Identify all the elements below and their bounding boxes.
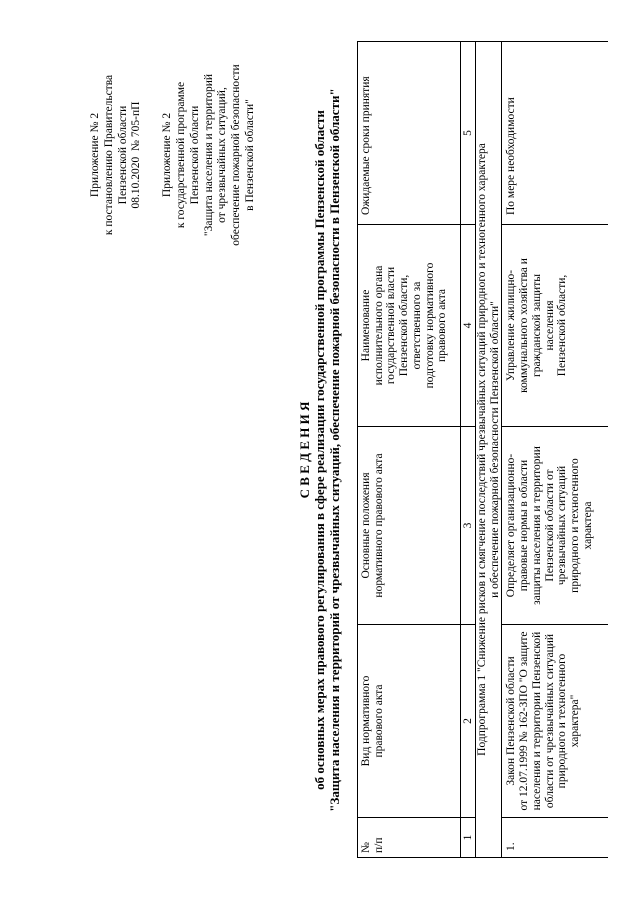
header-num: № п/п: [358, 818, 461, 858]
row-deadline: По мере необходимости: [502, 42, 608, 225]
subprogram-row: [476, 42, 502, 858]
header-provisions: Основные положения нормативного правового акта: [358, 427, 461, 625]
subprogram-title: Подпрограмма 1 "Снижение рисков и смягчение последствий чрезвычайных ситуаций природного и техногенного характера и обеспечение пожарной безопасности Пензенской области": [476, 42, 502, 858]
table-row: [502, 42, 608, 858]
appendix-note: [89, 35, 258, 275]
header-responsible: Наименование исполнительного органа государственной власти Пензенской области, ответственного за подготовку нормативного правового акта: [358, 225, 461, 427]
column-number: 1: [461, 818, 476, 858]
table-header-row: [358, 42, 461, 858]
row-responsible: Управление жилищно- коммунального хозяйства и гражданской защиты населения Пензенской области,: [502, 225, 608, 427]
column-number: 4: [461, 225, 476, 427]
header-act-type: Вид нормативного правового акта: [358, 625, 461, 818]
header-deadline: Ожидаемые сроки принятия: [358, 42, 461, 225]
column-number-row: [461, 42, 476, 858]
title-program-name: "Защита населения и территорий от чрезвычайных ситуаций, обеспечение пожарной безопасности в Пензенской области": [327, 88, 342, 812]
program-appendix-note: Приложение № 2 к государственной программе Пензенской области "Защита населения и территорий от чрезвычайных ситуаций, обеспечение пожарной безопасности в Пензенской области": [161, 64, 256, 246]
column-number: 3: [461, 427, 476, 625]
column-number: 2: [461, 625, 476, 818]
column-number: 5: [461, 42, 476, 225]
title-heading: С В Е Д Е Н И Я: [297, 401, 312, 499]
resolution-appendix-note: Приложение № 2 к постановлению Правительства Пензенской области 08.10.2020 № 705-пП: [89, 74, 143, 236]
title-subtitle: об основных мерах правового регулирования в сфере реализации государственной программы Пензенской области: [312, 110, 327, 790]
row-act-type: Закон Пензенской области от 12.07.1999 № 162-ЗПО "О защите населения и территории Пензенской области от чрезвычайных ситуаций природного и техногенного характера": [502, 625, 608, 818]
row-num: 1.: [502, 818, 608, 858]
row-provisions: Определяет организационно- правовые нормы в области защиты населения и территории Пензенской области от чрезвычайных ситуаций природного и техногенного характера: [502, 427, 608, 625]
document-title: [297, 42, 342, 858]
measures-table: [357, 41, 608, 858]
